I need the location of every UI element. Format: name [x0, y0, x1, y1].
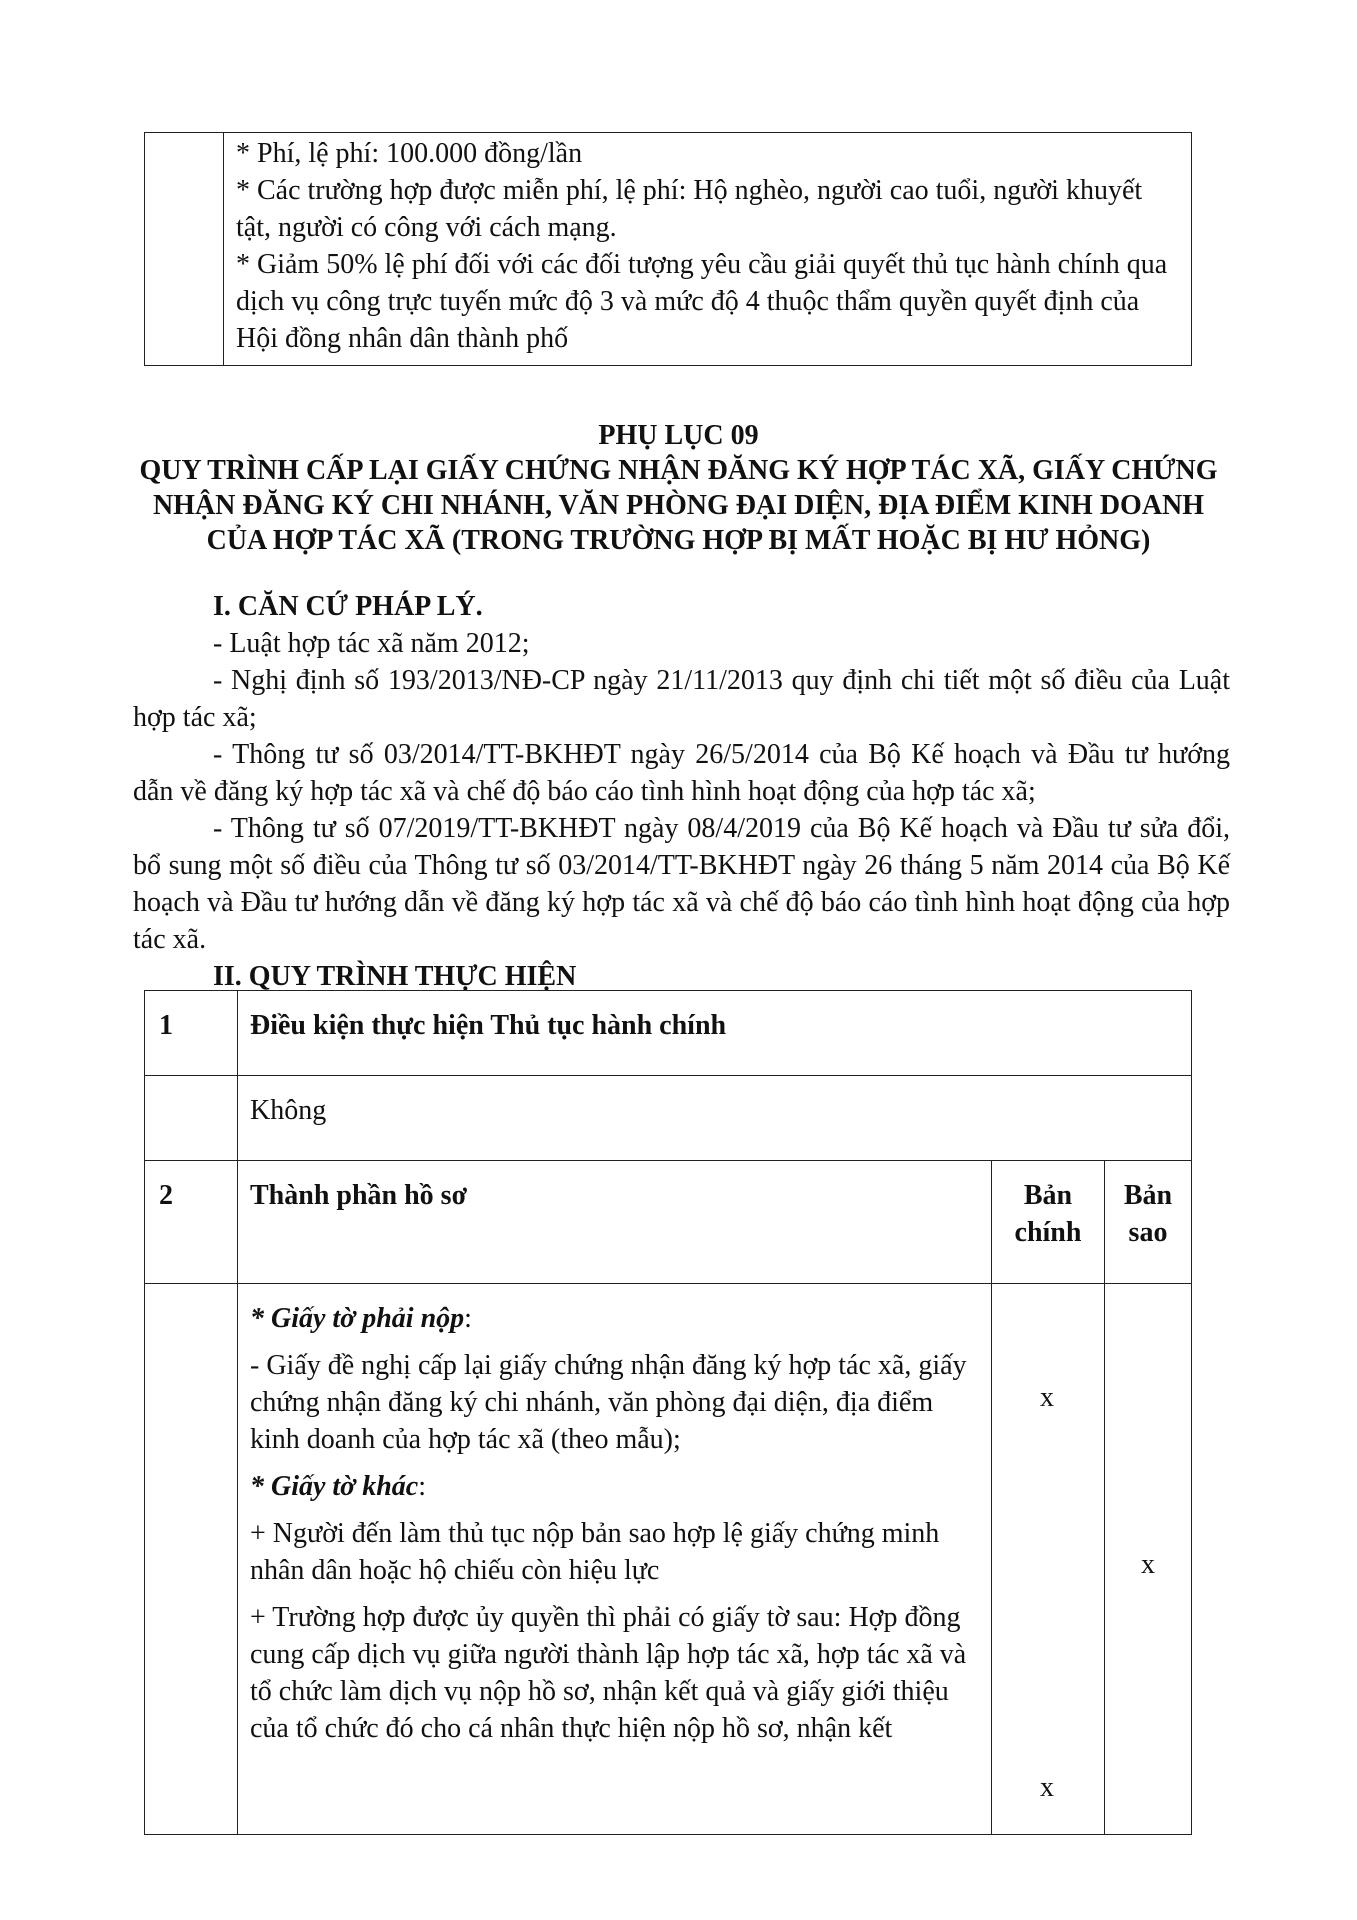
original-mark: x [1040, 1382, 1054, 1413]
other-document-item: + Trường hợp được ủy quyền thì phải có giấy tờ sau: Hợp đồng cung cấp dịch vụ giữa người thành lập hợp tác xã, hợp tác xã và tổ chức làm dịch vụ nộp hồ sơ, nhận kết quả và giấy giới thiệu của tổ chức đó cho cá nhân thực hiện nộp hồ sơ, nhận kết [250, 1602, 967, 1744]
fee-table [144, 132, 1192, 366]
legal-basis-section [133, 588, 1230, 995]
documents-title: Thành phần hồ sơ [238, 1161, 992, 1284]
other-documents-label: * Giấy tờ khác [250, 1471, 419, 1502]
appendix-label: PHỤ LỤC 09 [598, 420, 759, 451]
legal-item: - Nghị định số 193/2013/NĐ-CP ngày 21/11/2013 quy định chi tiết một số điều của Luật hợp tác xã; [133, 665, 1230, 733]
procedure-section-title: II. QUY TRÌNH THỰC HIỆN [213, 961, 577, 992]
appendix-title: QUY TRÌNH CẤP LẠI GIẤY CHỨNG NHẬN ĐĂNG KÝ HỢP TÁC XÃ, GIẤY CHỨNG NHẬN ĐĂNG KÝ CHI NHÁNH, VĂN PHÒNG ĐẠI DIỆN, ĐỊA ĐIỂM KINH DOANH CỦA HỢP TÁC XÃ (TRONG TRƯỜNG HỢP BỊ MẤT HOẶC BỊ HƯ HỎNG) [139, 455, 1218, 556]
required-document-item: - Giấy đề nghị cấp lại giấy chứng nhận đăng ký hợp tác xã, giấy chứng nhận đăng ký chi nhánh, văn phòng đại diện, địa điểm kinh doanh của hợp tác xã (theo mẫu); [250, 1350, 967, 1455]
row-number: 2 [145, 1161, 238, 1284]
fee-table-index-cell [145, 133, 224, 366]
legal-item: - Thông tư số 07/2019/TT-BKHĐT ngày 08/4/2019 của Bộ Kế hoạch và Đầu tư sửa đổi, bổ sung một số điều của Thông tư số 03/2014/TT-BKHĐT ngày 26 tháng 5 năm 2014 của Bộ Kế hoạch và Đầu tư hướng dẫn về đăng ký hợp tác xã và chế độ báo cáo tình hình hoạt động của hợp tác xã. [133, 813, 1230, 955]
required-documents-label: * Giấy tờ phải nộp [250, 1303, 465, 1334]
fee-table-content-cell [224, 133, 1192, 366]
fee-line: * Phí, lệ phí: 100.000 đồng/lần [236, 138, 583, 169]
appendix-heading [130, 418, 1227, 558]
table-row [145, 991, 1192, 1076]
fee-exemption-line: * Các trường hợp được miễn phí, lệ phí: Hộ nghèo, người cao tuổi, người khuyết tật, người có công với cách mạng. [236, 175, 1143, 243]
empty-cell [145, 1284, 238, 1835]
original-marks-cell [992, 1284, 1105, 1835]
table-row [145, 1161, 1192, 1284]
copy-marks-cell [1105, 1284, 1192, 1835]
legal-item: - Thông tư số 03/2014/TT-BKHĐT ngày 26/5/2014 của Bộ Kế hoạch và Đầu tư hướng dẫn về đăng ký hợp tác xã và chế độ báo cáo tình hình hoạt động của hợp tác xã; [133, 739, 1230, 807]
legal-item: - Luật hợp tác xã năm 2012; [213, 628, 530, 659]
row-number: 1 [145, 991, 238, 1076]
copy-mark: x [1141, 1549, 1155, 1580]
conditions-title: Điều kiện thực hiện Thủ tục hành chính [238, 991, 1192, 1076]
copy-column-header: Bản sao [1105, 1161, 1192, 1284]
empty-cell [145, 1076, 238, 1161]
original-mark: x [1040, 1772, 1054, 1803]
original-column-header: Bản chính [992, 1161, 1105, 1284]
legal-basis-title: I. CĂN CỨ PHÁP LÝ. [213, 591, 483, 622]
documents-list-cell: * Giấy tờ phải nộp: - Giấy đề nghị cấp lại giấy chứng nhận đăng ký hợp tác xã, giấy chứng nhận đăng ký chi nhánh, văn phòng đại diện, địa điểm kinh doanh của hợp tác xã (theo mẫu); * Giấy tờ khác: + Người đến làm thủ tục nộp bản sao hợp lệ giấy chứng minh nhân dân hoặc hộ chiếu còn hiệu lực + Trường hợp được ủy quyền thì phải có giấy tờ sau: Hợp đồng cung cấp dịch vụ giữa người thành lập hợp tác xã, hợp tác xã và tổ chức làm dịch vụ nộp hồ sơ, nhận kết quả và giấy giới thiệu của tổ chức đó cho cá nhân thực hiện nộp hồ sơ, nhận kết [238, 1284, 992, 1835]
fee-reduction-line: * Giảm 50% lệ phí đối với các đối tượng yêu cầu giải quyết thủ tục hành chính qua dịch vụ công trực tuyến mức độ 3 và mức độ 4 thuộc thẩm quyền quyết định của Hội đồng nhân dân thành phố [236, 249, 1168, 354]
conditions-value: Không [238, 1076, 1192, 1161]
table-row [145, 1076, 1192, 1161]
other-document-item: + Người đến làm thủ tục nộp bản sao hợp lệ giấy chứng minh nhân dân hoặc hộ chiếu còn hiệu lực [250, 1518, 940, 1586]
procedure-table [144, 990, 1192, 1835]
table-row [145, 1284, 1192, 1835]
